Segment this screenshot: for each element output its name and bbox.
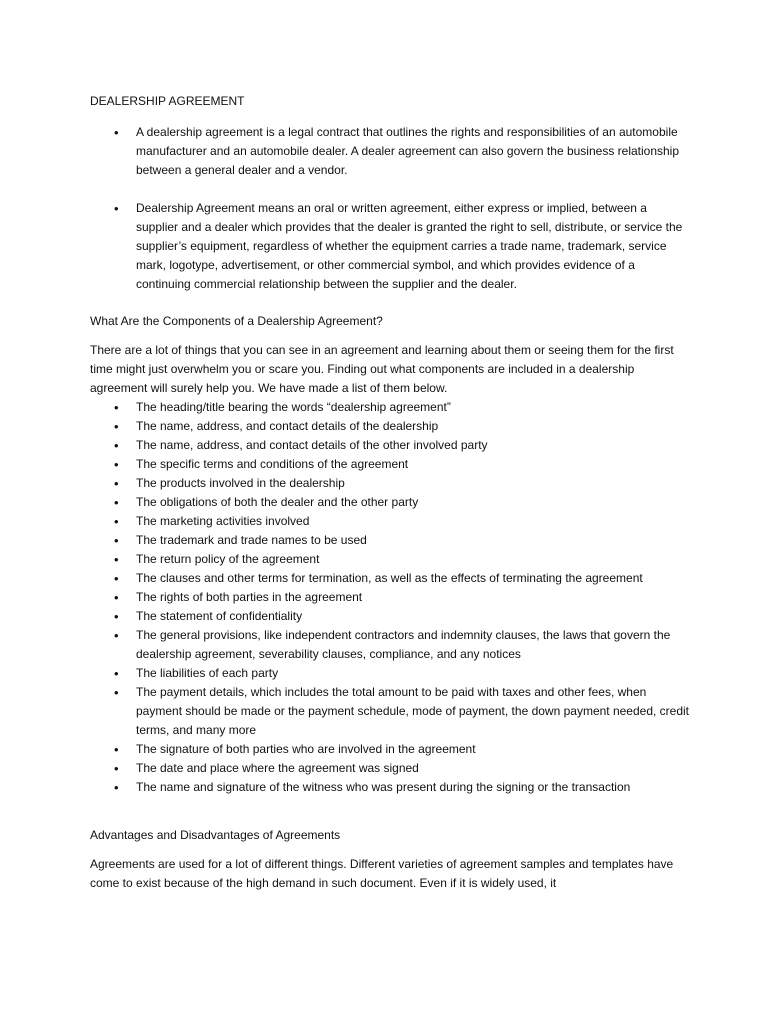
list-item: • The name, address, and contact details of the other involved party [90,436,690,455]
components-heading: What Are the Components of a Dealership Agreement? [90,314,383,328]
list-item: • The name, address, and contact details of the dealership [90,417,690,436]
list-item: • The date and place where the agreement was signed [90,759,690,778]
list-item: • The name and signature of the witness who was present during the signing or the transaction [90,778,690,797]
list-item: • The general provisions, like independent contractors and indemnity clauses, the laws that govern the dealership agreement, severability clauses, compliance, and any notices [90,626,690,664]
list-item: • The specific terms and conditions of the agreement [90,455,690,474]
document-title: DEALERSHIP AGREEMENT [90,94,245,108]
list-item: • The products involved in the dealership [90,474,690,493]
list-item: • The marketing activities involved [90,512,690,531]
list-item: • The clauses and other terms for termination, as well as the effects of terminating the agreement [90,569,690,588]
list-item: • The obligations of both the dealer and the other party [90,493,690,512]
components-list [90,398,690,797]
advantages-heading: Advantages and Disadvantages of Agreements [90,828,341,842]
list-item: • The rights of both parties in the agreement [90,588,690,607]
list-item: • The trademark and trade names to be used [90,531,690,550]
list-item: • The return policy of the agreement [90,550,690,569]
components-paragraph: There are a lot of things that you can see in an agreement and learning about them or seeing them for the first time might just overwhelm you or scare you. Finding out what components are included in a dealership agreement will surely help you. We have made a list of them below. [90,343,674,395]
list-item: • The liabilities of each party [90,664,690,683]
advantages-paragraph: Agreements are used for a lot of different things. Different varieties of agreement samples and templates have come to exist because of the high demand in such document. Even if it is widely used, it [90,857,674,890]
list-item: • The signature of both parties who are involved in the agreement [90,740,690,759]
intro-bullet-list [90,123,690,294]
list-item: • The heading/title bearing the words “dealership agreement” [90,398,690,417]
document-page [90,92,690,893]
list-item: • The statement of confidentiality [90,607,690,626]
intro-bullet-item: • A dealership agreement is a legal contract that outlines the rights and responsibilities of an automobile manufacturer and an automobile dealer. A dealer agreement can also govern the business relationship between a general dealer and a vendor. [90,123,690,180]
intro-bullet-item: • Dealership Agreement means an oral or written agreement, either express or implied, between a supplier and a dealer which provides that the dealer is granted the right to sell, distribute, or service the supplier’s equipment, regardless of whether the equipment carries a trade name, trademark, service mark, logotype, advertisement, or other commercial symbol, and which provides evidence of a continuing commercial relationship between the supplier and the dealer. [90,199,690,294]
list-item: • The payment details, which includes the total amount to be paid with taxes and other fees, when payment should be made or the payment schedule, mode of payment, the down payment needed, credit terms, and many more [90,683,690,740]
